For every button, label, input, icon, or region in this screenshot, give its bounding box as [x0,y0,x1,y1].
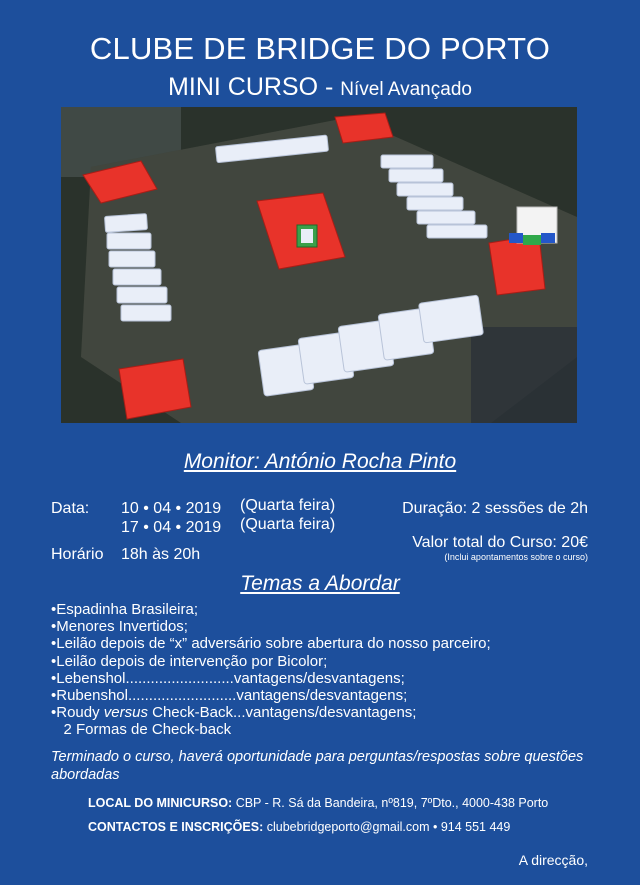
schedule-time: 18h às 20h [121,546,201,563]
topic-roudy-end: Check-Back...vantagens/desvantagens; [147,704,417,722]
club-title: CLUBE DE BRIDGE DO PORTO [89,31,551,66]
course-subtitle [0,73,640,102]
session-weekday-2: (Quarta feira) [240,516,336,533]
duration: Duração: 2 sessões de 2h [402,500,588,517]
topic-item: •Leilão depois de “x” adversário sobre abertura do nosso parceiro; [51,635,491,653]
signoff: A direcção, [518,852,588,868]
contact-line [88,820,510,834]
session-date-1: 10 • 04 • 2019 [121,500,222,517]
course-price: Valor total do Curso: 20€ [412,534,588,551]
bridge-table-photo [61,107,577,423]
topic-item: •Lebenshol..........................vantagens/desvantagens; [51,669,405,687]
topic-item: •Espadinha Brasileira; [51,601,198,618]
topic-roudy-versus: versus [103,704,148,722]
topic-item: •Rubenshol..........................vantagens/desvantagens; [51,687,408,705]
venue-label: LOCAL DO MINICURSO: [88,796,233,810]
contact-details: clubebridgeporto@gmail.com • 914 551 449 [263,820,511,834]
contact-label: CONTACTOS E INSCRIÇÕES: [88,820,264,834]
course-level: Nível Avançado [340,79,472,100]
topic-item: •Leilão depois de intervenção por Bicolor; [51,652,328,670]
price-note: (Inclui apontamentos sobre o curso) [444,552,588,562]
venue-address: CBP - R. Sá da Bandeira, nº819, 7ºDto., 4000-438 Porto [232,796,549,810]
session-weekday-1: (Quarta feira) [240,497,336,514]
monitor-line: Monitor: António Rocha Pinto [183,450,457,473]
course-name: MINI CURSO - [168,73,341,101]
topics-list [51,601,491,739]
topic-item: •Menores Invertidos; [51,618,188,636]
schedule-label: Horário [51,546,104,563]
topic-subitem: 2 Formas de Check-back [51,721,232,739]
date-label: Data: [51,500,90,517]
topic-item [51,704,491,721]
venue-line [88,796,548,810]
topics-heading: Temas a Abordar [240,572,400,595]
topic-roudy-start: •Roudy [51,704,104,722]
session-date-2: 17 • 04 • 2019 [121,519,222,536]
closing-note: Terminado o curso, haverá oportunidade para perguntas/respostas sobre questões abordadas [51,749,584,783]
